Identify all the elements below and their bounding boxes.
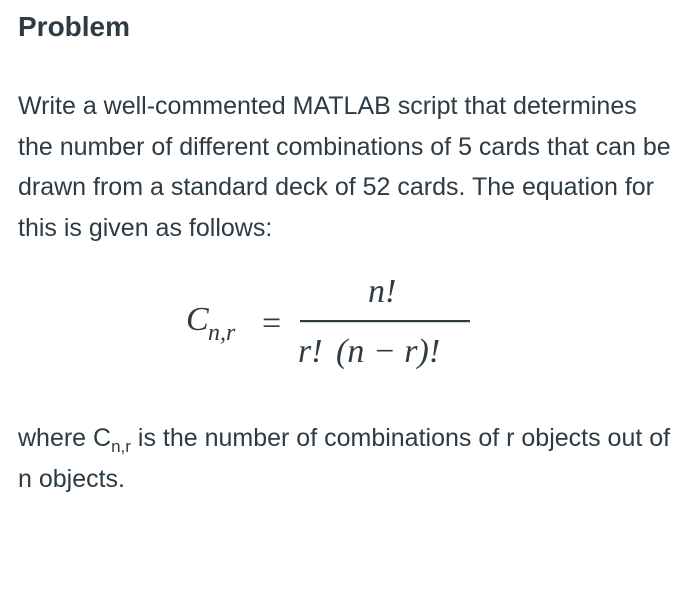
equation-numerator: n! <box>368 273 397 310</box>
equation-subscript: n,r <box>208 320 236 346</box>
equation-denominator-r-factorial: r! <box>298 333 323 370</box>
problem-intro-text: Write a well-commented MATLAB script that determines the number of different combinations of 5 cards that can be drawn from a standard deck of 52 cards. The equation for this is given as follows: <box>18 92 671 242</box>
equation-equals-sign: = <box>262 305 282 342</box>
equation-c-symbol: C <box>186 301 209 338</box>
problem-heading: Problem <box>18 11 131 42</box>
equation-denominator-paren: (n − r)! <box>336 333 441 370</box>
where-subscript: n,r <box>111 437 131 456</box>
problem-content <box>18 0 678 493</box>
combination-equation <box>18 270 678 380</box>
where-text <box>18 418 678 499</box>
fraction-bar <box>300 320 470 322</box>
equation-svg <box>18 270 678 380</box>
where-suffix: is the number of combinations of r objects out of n objects. <box>18 424 671 493</box>
where-prefix: where C <box>18 424 112 452</box>
